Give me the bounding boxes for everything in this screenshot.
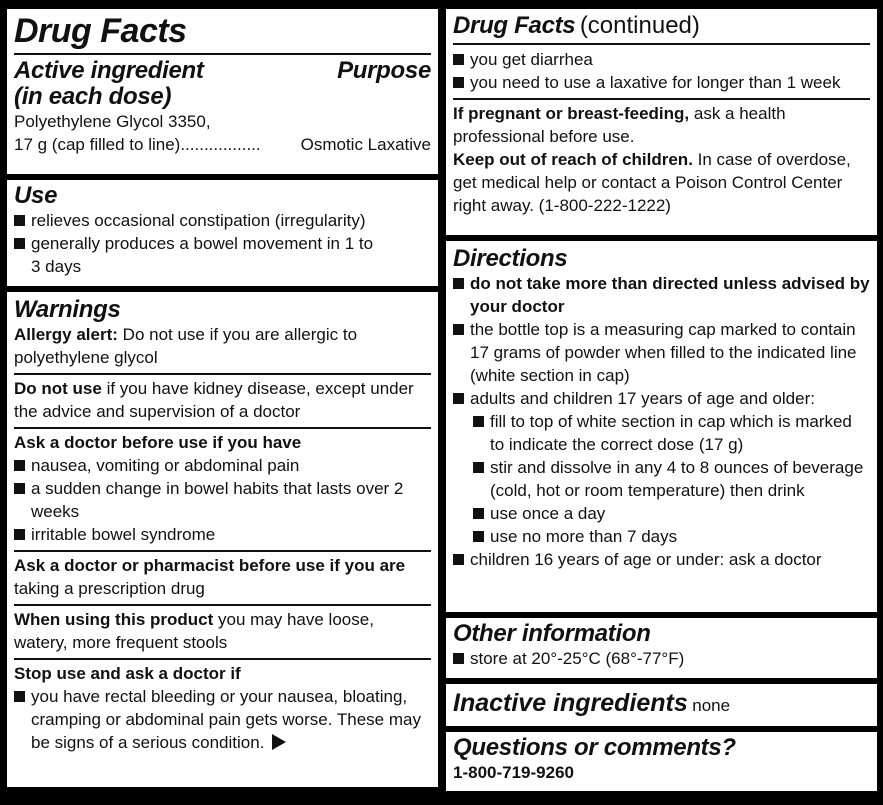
allergy-alert-label: Allergy alert: <box>14 325 118 344</box>
bullet-square-icon <box>453 54 464 65</box>
do-not-use-label: Do not use <box>14 379 102 398</box>
stop-item-1 <box>31 685 431 754</box>
directions-sub-item-4: use no more than 7 days <box>490 527 678 546</box>
ask-doctor-section <box>14 427 431 546</box>
ask-pharmacist-text: taking a prescription drug <box>14 579 205 598</box>
list-item <box>453 548 870 571</box>
page-title: Drug Facts <box>14 12 431 55</box>
ask-item-1: nausea, vomiting or abdominal pain <box>31 456 300 475</box>
use-item-1: relieves occasional constipation (irregularity) <box>31 211 366 230</box>
questions-heading: Questions or comments? <box>453 734 736 761</box>
bullet-square-icon <box>453 324 464 335</box>
directions-item-2: the bottle top is a measuring cap marked to contain 17 grams of powder when filled to the indicated line (white section in cap) <box>470 320 857 385</box>
list-item <box>14 477 431 523</box>
directions-item-3: adults and children 17 years of age and older: <box>470 389 815 408</box>
use-box <box>7 180 438 286</box>
bullet-square-icon <box>453 278 464 289</box>
pregnancy-text: ask a health professional before use. <box>453 104 786 146</box>
continued-item-1: you get diarrhea <box>470 50 593 69</box>
pregnancy-warning <box>453 98 870 148</box>
do-not-use <box>14 373 431 423</box>
allergy-alert <box>14 323 431 369</box>
list-item <box>453 410 870 456</box>
right-column <box>446 9 877 791</box>
active-line1: Polyethylene Glycol 3350, <box>14 112 211 131</box>
keep-out-text: In case of overdose, get medical help or contact a Poison Control Center right away. (1-800-222-1222) <box>453 150 851 215</box>
continued-heading <box>453 12 870 45</box>
active-line2 <box>14 133 431 156</box>
bullet-square-icon <box>453 554 464 565</box>
keep-out-label: Keep out of reach of children. <box>453 150 693 169</box>
bullet-square-icon <box>14 529 25 540</box>
allergy-alert-text: Do not use if you are allergic to polyethylene glycol <box>14 325 358 367</box>
continued-item-2: you need to use a laxative for longer than 1 week <box>470 73 841 92</box>
pregnancy-label: If pregnant or breast-feeding, <box>453 104 690 123</box>
list-item <box>453 48 870 71</box>
list-item <box>453 272 870 318</box>
do-not-use-text: if you have kidney disease, except under the advice and supervision of a doctor <box>14 379 414 421</box>
when-using-label: When using this product <box>14 610 214 629</box>
list-item <box>453 71 870 94</box>
ask-pharmacist-label: Ask a doctor or pharmacist before use if you are <box>14 556 406 575</box>
directions-sub-item-1: fill to top of white section in cap which is marked to indicate the correct dose (17 g) <box>490 412 852 454</box>
questions-phone: 1-800-719-9260 <box>453 763 574 782</box>
list-item <box>453 525 870 548</box>
use-heading: Use <box>14 182 58 209</box>
directions-sub-item-2: stir and dissolve in any 4 to 8 ounces of beverage (cold, hot or room temperature) then drink <box>490 458 864 500</box>
bullet-square-icon <box>473 531 484 542</box>
bullet-square-icon <box>14 691 25 702</box>
directions-item-1: do not take more than directed unless advised by your doctor <box>470 274 870 316</box>
list-item <box>453 502 870 525</box>
directions-heading: Directions <box>453 245 568 272</box>
other-item-1: store at 20°-25°C (68°-77°F) <box>470 649 685 668</box>
list-item <box>14 523 431 546</box>
directions-sub-item-3: use once a day <box>490 504 606 523</box>
list-item <box>14 209 431 232</box>
leader-dots: ................. <box>180 135 261 154</box>
directions-box <box>446 241 877 612</box>
warnings-heading: Warnings <box>14 296 121 323</box>
keep-out-of-reach <box>453 148 870 217</box>
bullet-square-icon <box>453 393 464 404</box>
list-item <box>14 454 431 477</box>
active-heading-line2: (in each dose) <box>14 83 172 110</box>
continued-title: Drug Facts <box>453 12 576 39</box>
list-item <box>453 387 870 410</box>
stop-use-section <box>14 658 431 754</box>
bullet-square-icon <box>14 215 25 226</box>
bullet-square-icon <box>14 483 25 494</box>
continue-arrow-icon <box>272 734 286 750</box>
bullet-square-icon <box>473 462 484 473</box>
active-heading-line1: Active ingredient <box>14 57 204 84</box>
ask-item-3: irritable bowel syndrome <box>31 525 216 544</box>
bullet-square-icon <box>473 416 484 427</box>
purpose-heading: Purpose <box>337 57 431 84</box>
when-using-text: you may have loose, watery, more frequent stools <box>14 610 374 652</box>
stop-use-heading: Stop use and ask a doctor if <box>14 664 241 683</box>
active-ingredient-box <box>7 9 438 174</box>
bullet-square-icon <box>453 653 464 664</box>
warnings-box <box>7 292 438 787</box>
when-using <box>14 604 431 654</box>
active-heading <box>14 58 204 110</box>
ask-doctor-heading: Ask a doctor before use if you have <box>14 433 302 452</box>
inactive-heading: Inactive ingredients <box>453 689 688 717</box>
directions-item-4: children 16 years of age or under: ask a doctor <box>470 550 822 569</box>
questions-box <box>446 732 877 791</box>
inactive-text: none <box>692 696 731 715</box>
other-info-heading: Other information <box>453 620 651 647</box>
inactive-ingredients-box <box>446 684 877 726</box>
list-item <box>453 318 870 387</box>
list-item <box>14 232 431 278</box>
ask-item-2: a sudden change in bowel habits that lasts over 2 weeks <box>31 479 404 521</box>
continued-box <box>446 9 877 235</box>
other-info-box <box>446 618 877 678</box>
list-item <box>453 647 870 670</box>
use-item-2: generally produces a bowel movement in 1 to 3 days <box>31 234 374 276</box>
bullet-square-icon <box>14 460 25 471</box>
bullet-square-icon <box>14 238 25 249</box>
list-item <box>14 685 431 754</box>
bullet-square-icon <box>453 77 464 88</box>
active-header-row <box>14 58 431 110</box>
ask-pharmacist <box>14 550 431 600</box>
active-purpose: Osmotic Laxative <box>300 135 431 154</box>
active-dose: 17 g (cap filled to line) <box>14 135 181 154</box>
left-column <box>7 9 438 787</box>
continued-suffix: (continued) <box>579 12 700 39</box>
bullet-square-icon <box>473 508 484 519</box>
list-item <box>453 456 870 502</box>
stop-item-1-text: you have rectal bleeding or your nausea, bloating, cramping or abdominal pain gets worse. These may be signs of a serious condition. <box>31 687 421 752</box>
